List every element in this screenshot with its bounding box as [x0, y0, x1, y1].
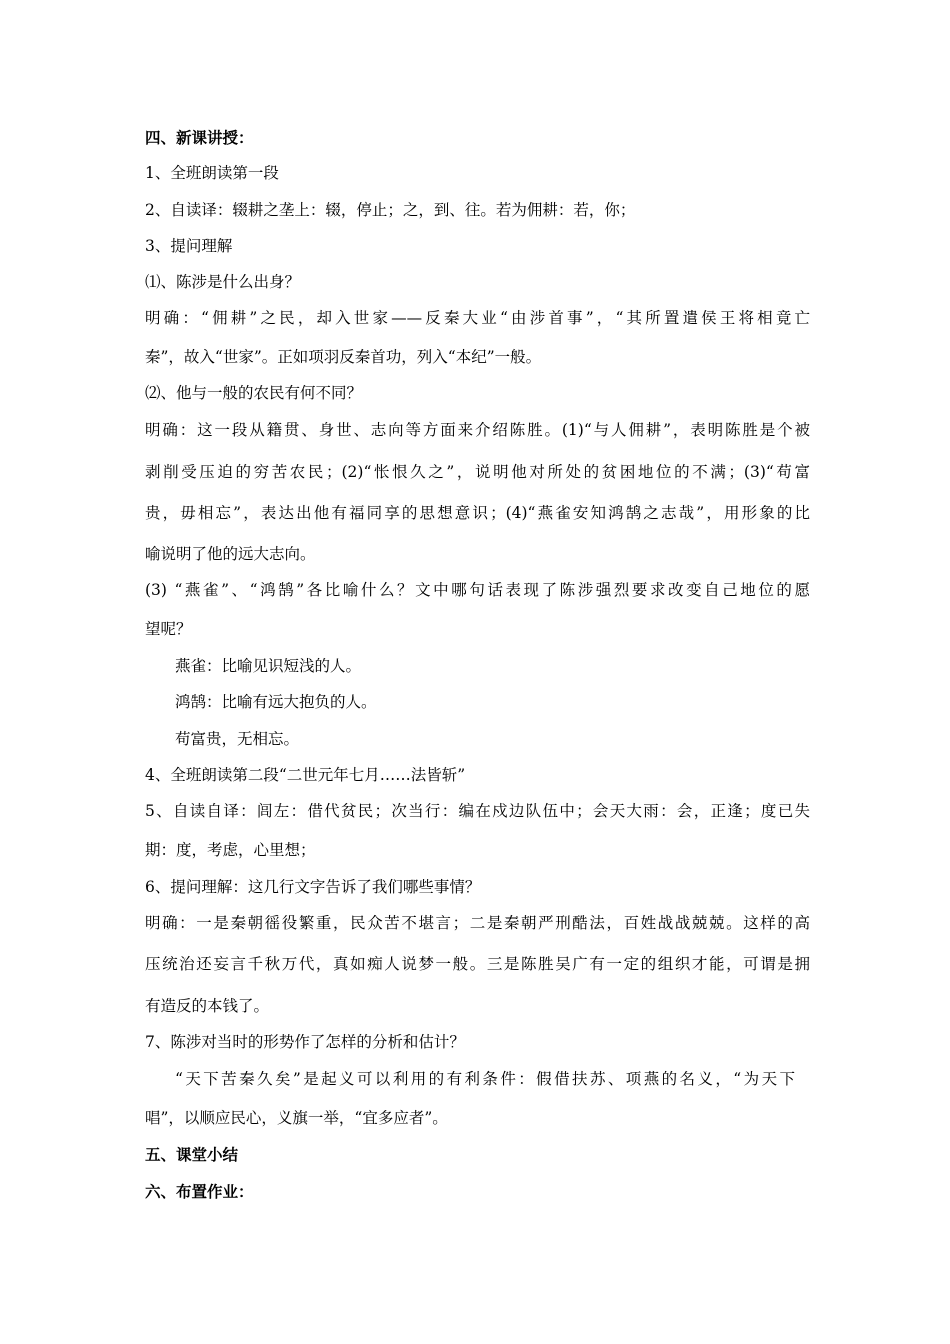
text-line: 唱”，以顺应民心，义旗一举，“宜多应者”。 — [145, 1109, 448, 1127]
text-line: 5、自读自译：闾左：借代贫民；次当行：编在戍边队伍中；会天大雨：会，正逢；度已失 — [145, 802, 810, 820]
text-line: 2、自读译：辍耕之垄上：辍，停止；之，到、往。若为佣耕：若，你； — [145, 201, 636, 219]
heading-homework: 六、布置作业： — [145, 1183, 254, 1201]
text-line: 3、提问理解 — [145, 237, 233, 255]
text-line: “天下苦秦久矣”是起义可以利用的有利条件：假借扶苏、项燕的名义，“为天下 — [175, 1070, 795, 1088]
text-line: 明确：这一段从籍贯、身世、志向等方面来介绍陈胜。(1)“与人佣耕”，表明陈胜是个被 — [145, 421, 810, 439]
text-line: 明确：一是秦朝徭役繁重，民众苦不堪言；二是秦朝严刑酷法，百姓战战兢兢。这样的高 — [145, 914, 810, 932]
text-line: 鸿鹄：比喻有远大抱负的人。 — [175, 693, 377, 711]
text-line: 望呢？ — [145, 620, 192, 638]
text-line: 贵，毋相忘”，表达出他有福同享的思想意识；(4)“燕雀安知鸿鹄之志哉”，用形象的比 — [145, 504, 810, 522]
text-line: 7、陈涉对当时的形势作了怎样的分析和估计？ — [145, 1033, 465, 1051]
text-line: 秦”，故入“世家”。正如项羽反秦首功，列入“本纪”一般。 — [145, 348, 542, 366]
heading-summary: 五、课堂小结 — [145, 1146, 239, 1164]
text-line: 喻说明了他的远大志向。 — [145, 545, 316, 563]
text-line: (3) “燕雀”、“鸿鹄”各比喻什么？文中哪句话表现了陈涉强烈要求改变自己地位的愿 — [145, 581, 810, 599]
text-line: ⑵、他与一般的农民有何不同？ — [145, 384, 363, 402]
text-line: 1、全班朗读第一段 — [145, 164, 279, 182]
text-line: 剥削受压迫的穷苦农民；(2)“怅恨久之”，说明他对所处的贫困地位的不满；(3)“苟富 — [145, 463, 810, 481]
text-line: 期：度，考虑，心里想； — [145, 841, 316, 859]
text-line: 有造反的本钱了。 — [145, 997, 270, 1015]
text-line: 明确：“佣耕”之民，却入世家——反秦大业“由涉首事”，“其所置遣侯王将相竟亡 — [145, 309, 810, 327]
text-line: 4、全班朗读第二段“二世元年七月……法皆斩” — [145, 766, 466, 784]
text-line: 压统治还妄言千秋万代，真如痴人说梦一般。三是陈胜吴广有一定的组织才能，可谓是拥 — [145, 955, 810, 973]
text-line: ⑴、陈涉是什么出身？ — [145, 273, 301, 291]
text-line: 6、提问理解：这几行文字告诉了我们哪些事情？ — [145, 878, 481, 896]
text-line: 苟富贵，无相忘。 — [175, 730, 300, 748]
text-line: 燕雀：比喻见识短浅的人。 — [175, 657, 362, 675]
heading-new-lesson: 四、新课讲授： — [145, 129, 254, 147]
